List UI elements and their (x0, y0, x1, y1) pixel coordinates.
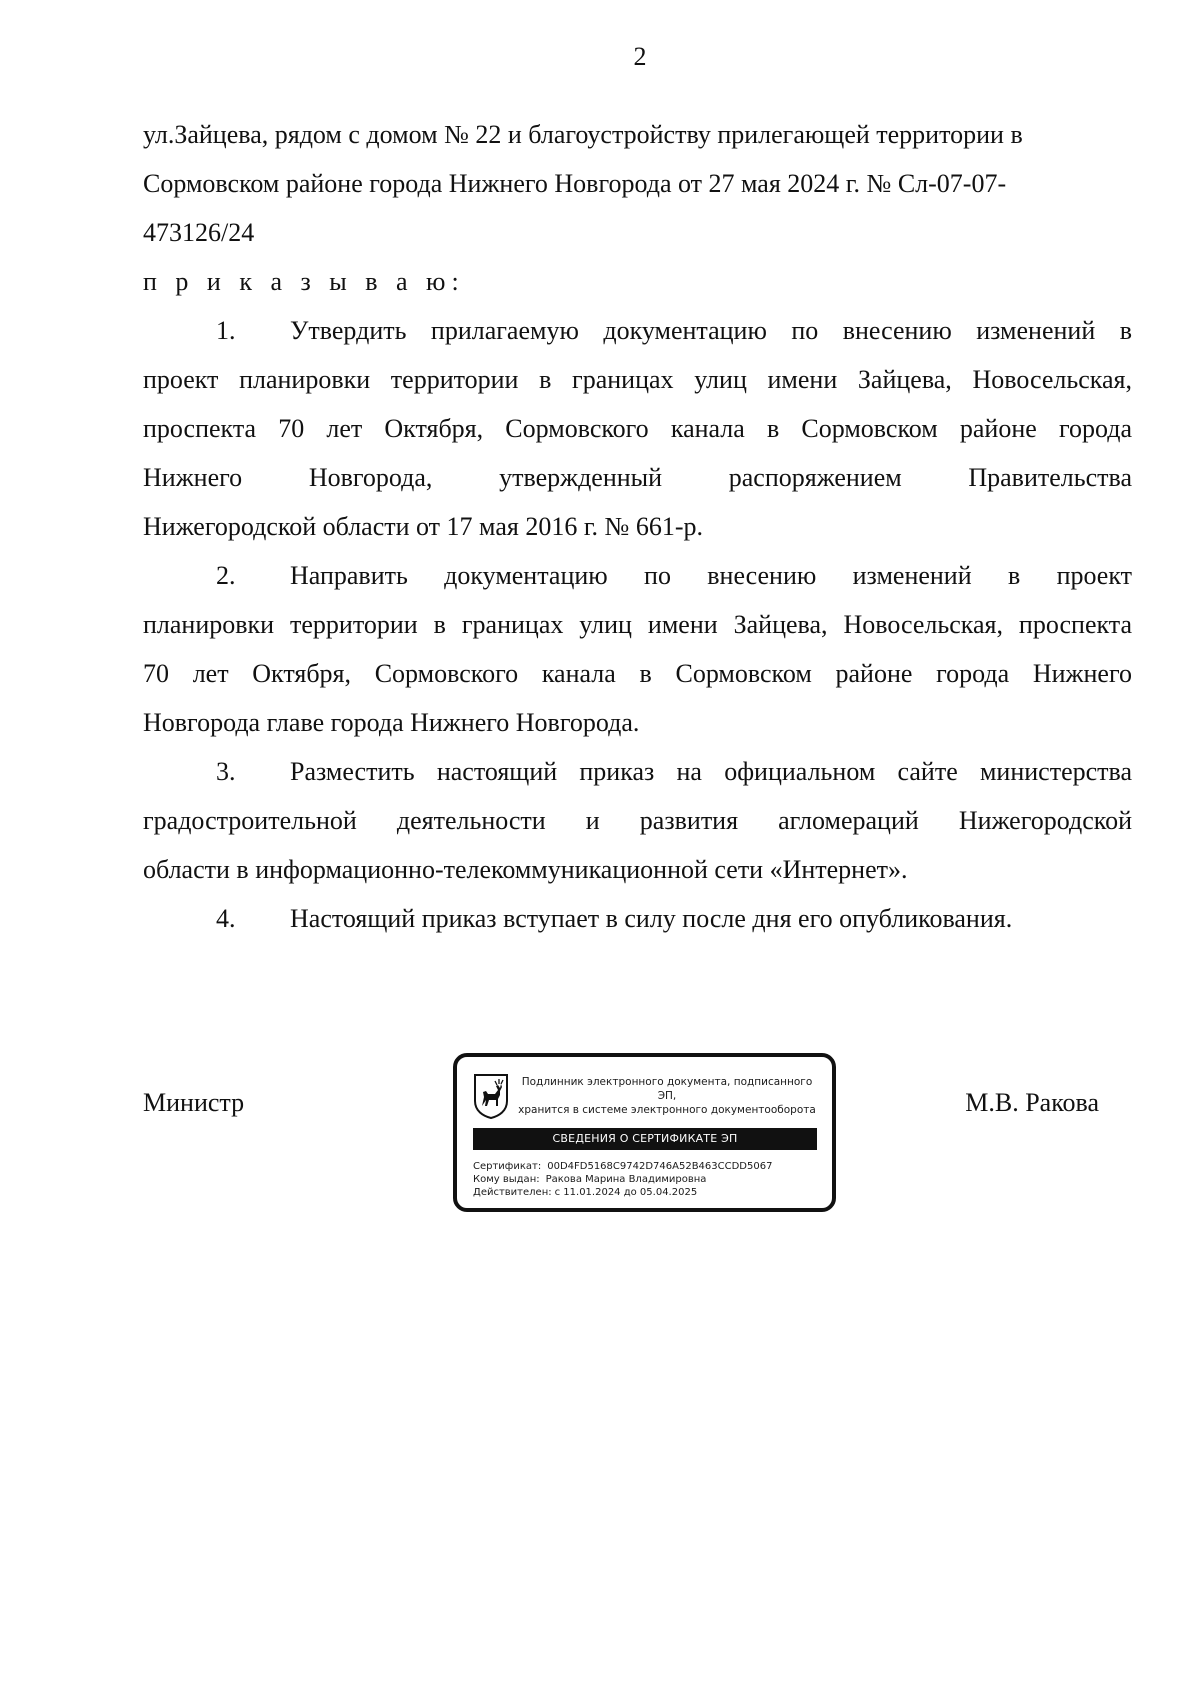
intro-line: ул.Зайцева, рядом с домом № 22 и благоустройству прилегающей территории в (143, 120, 1023, 149)
electronic-signature-stamp (453, 1053, 836, 1212)
signer-title: Министр (143, 1088, 245, 1117)
order-item-3 (143, 747, 1132, 894)
order-item-first-line (143, 306, 1132, 355)
cert-label: Сертификат: (473, 1161, 542, 1172)
stamp-cert-row (473, 1160, 823, 1173)
deer-coat-of-arms-icon (473, 1073, 509, 1119)
order-item-line: Нижнего Новгорода, утвержденный распоряжением Правительства (143, 463, 1132, 492)
owner-value: Ракова Марина Владимировна (545, 1174, 707, 1185)
prikaz-word: п р и к а з ы в а ю: (143, 267, 465, 296)
order-item-line: Разместить настоящий приказ на официальном сайте министерства (290, 757, 1132, 786)
order-item-line: Нижегородской области от 17 мая 2016 г. № 661-р. (143, 512, 704, 541)
order-item-1 (143, 306, 1132, 551)
order-item-line: области в информационно-телекоммуникационной сети «Интернет». (143, 855, 908, 884)
stamp-header-line: хранится в системе электронного документооборота (518, 1104, 816, 1116)
signer-name: М.В. Ракова (965, 1088, 1099, 1117)
intro-paragraph (143, 110, 1132, 257)
stamp-header (517, 1075, 817, 1117)
order-item-number: 4. (216, 904, 236, 933)
cert-value: 00D4FD5168C9742D746A52B463CCDD5067 (547, 1161, 773, 1172)
order-item-4 (143, 894, 1132, 943)
order-items (143, 306, 1132, 943)
order-item-line: Новгорода главе города Нижнего Новгорода. (143, 708, 640, 737)
order-item-2 (143, 551, 1132, 747)
stamp-valid-row (473, 1186, 823, 1199)
order-item-line: Направить документацию по внесению изменений в проект (290, 561, 1132, 590)
valid-value: с 11.01.2024 до 05.04.2025 (554, 1187, 698, 1198)
order-item-line: Настоящий приказ вступает в силу после дня его опубликования. (290, 904, 1013, 933)
order-item-number: 1. (216, 316, 236, 345)
intro-line: Сормовском районе города Нижнего Новгорода от 27 мая 2024 г. № Сл-07-07- (143, 169, 1007, 198)
stamp-certificate-bar: СВЕДЕНИЯ О СЕРТИФИКАТЕ ЭП (473, 1128, 817, 1150)
page-number: 2 (633, 42, 647, 71)
order-item-line: планировки территории в границах улиц имени Зайцева, Новосельская, проспекта (143, 610, 1132, 639)
order-item-number: 2. (216, 561, 236, 590)
order-item-line: градостроительной деятельности и развития агломераций Нижегородской (143, 806, 1132, 835)
owner-label: Кому выдан: (473, 1174, 540, 1185)
stamp-owner-row (473, 1173, 823, 1186)
stamp-certificate-details (473, 1160, 823, 1199)
order-item-first-line (143, 894, 1132, 943)
order-item-line: 70 лет Октября, Сормовского канала в Сормовском районе города Нижнего (143, 659, 1132, 688)
order-item-first-line (143, 551, 1132, 600)
order-item-line: Утвердить прилагаемую документацию по внесению изменений в (290, 316, 1132, 345)
stamp-header-line: Подлинник электронного документа, подписанного ЭП, (521, 1076, 813, 1102)
order-item-line: проспекта 70 лет Октября, Сормовского канала в Сормовском районе города (143, 414, 1132, 443)
valid-label: Действителен: (473, 1187, 552, 1198)
order-item-number: 3. (216, 757, 236, 786)
order-item-first-line (143, 747, 1132, 796)
order-item-line: проект планировки территории в границах улиц имени Зайцева, Новосельская, (143, 365, 1132, 394)
intro-line: 473126/24 (143, 218, 255, 247)
